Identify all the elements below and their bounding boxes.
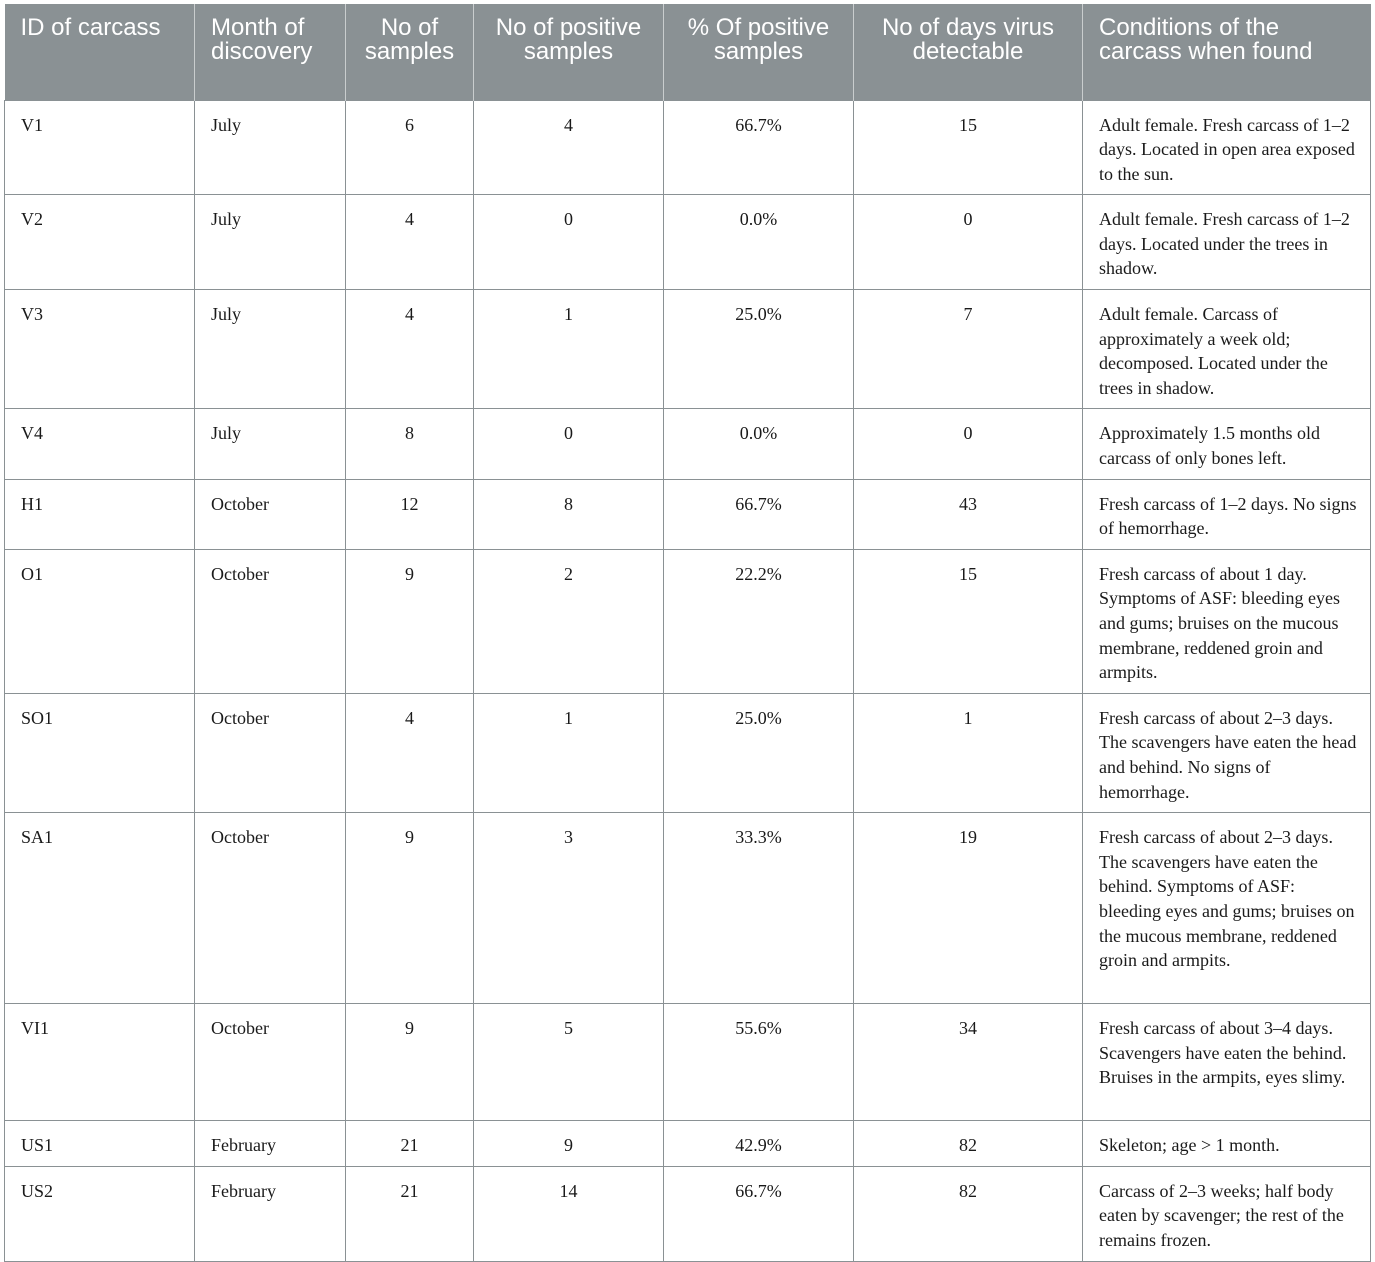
cell-positive: 0	[474, 195, 664, 290]
cell-positive: 1	[474, 693, 664, 812]
cell-conditions: Fresh carcass of about 2–3 days. The scavengers have eaten the behind. Symptoms of ASF: bleeding eyes and gums; bruises on the mucous membrane, reddened groin and armpits.	[1083, 813, 1371, 1004]
cell-percent: 66.7%	[664, 479, 854, 549]
cell-id: US2	[5, 1166, 195, 1261]
cell-id: V1	[5, 100, 195, 195]
cell-month: February	[195, 1166, 346, 1261]
cell-samples: 4	[346, 693, 474, 812]
cell-month: February	[195, 1121, 346, 1167]
cell-id: H1	[5, 479, 195, 549]
table-row	[5, 693, 1371, 812]
cell-id: SA1	[5, 813, 195, 1004]
cell-conditions: Adult female. Fresh carcass of 1–2 days. Located in open area exposed to the sun.	[1083, 100, 1371, 195]
cell-positive: 4	[474, 100, 664, 195]
header-month: Month of discovery	[195, 4, 346, 100]
cell-month: July	[195, 100, 346, 195]
table-row	[5, 195, 1371, 290]
cell-samples: 21	[346, 1166, 474, 1261]
cell-conditions: Adult female. Fresh carcass of 1–2 days. Located under the trees in shadow.	[1083, 195, 1371, 290]
table-row	[5, 813, 1371, 1004]
cell-id: V3	[5, 290, 195, 409]
cell-month: October	[195, 813, 346, 1004]
cell-conditions: Carcass of 2–3 weeks; half body eaten by scavenger; the rest of the remains frozen.	[1083, 1166, 1371, 1261]
cell-id: V2	[5, 195, 195, 290]
cell-id: O1	[5, 549, 195, 693]
header-positive: No of positive samples	[474, 4, 664, 100]
cell-samples: 4	[346, 290, 474, 409]
cell-conditions: Skeleton; age > 1 month.	[1083, 1121, 1371, 1167]
table-body	[5, 100, 1371, 1261]
table-row	[5, 409, 1371, 479]
cell-positive: 14	[474, 1166, 664, 1261]
cell-samples: 12	[346, 479, 474, 549]
cell-conditions: Fresh carcass of about 3–4 days. Scavengers have eaten the behind. Bruises in the armpits, eyes slimy.	[1083, 1004, 1371, 1121]
table-row	[5, 479, 1371, 549]
cell-id: US1	[5, 1121, 195, 1167]
cell-percent: 25.0%	[664, 290, 854, 409]
cell-days: 43	[854, 479, 1083, 549]
cell-samples: 21	[346, 1121, 474, 1167]
cell-days: 7	[854, 290, 1083, 409]
cell-samples: 9	[346, 549, 474, 693]
cell-id: SO1	[5, 693, 195, 812]
cell-id: VI1	[5, 1004, 195, 1121]
cell-percent: 55.6%	[664, 1004, 854, 1121]
table-row	[5, 1004, 1371, 1121]
cell-days: 0	[854, 195, 1083, 290]
table-row	[5, 1121, 1371, 1167]
cell-conditions: Fresh carcass of 1–2 days. No signs of hemorrhage.	[1083, 479, 1371, 549]
cell-month: October	[195, 1004, 346, 1121]
table-row	[5, 549, 1371, 693]
cell-month: July	[195, 290, 346, 409]
cell-conditions: Approximately 1.5 months old carcass of only bones left.	[1083, 409, 1371, 479]
cell-samples: 9	[346, 813, 474, 1004]
carcass-table	[4, 4, 1371, 1262]
header-percent: % Of positive samples	[664, 4, 854, 100]
cell-percent: 66.7%	[664, 100, 854, 195]
cell-positive: 2	[474, 549, 664, 693]
cell-month: July	[195, 409, 346, 479]
cell-positive: 1	[474, 290, 664, 409]
header-conditions: Conditions of the carcass when found	[1083, 4, 1371, 100]
cell-percent: 33.3%	[664, 813, 854, 1004]
header-days: No of days virus detectable	[854, 4, 1083, 100]
header-id: ID of carcass	[5, 4, 195, 100]
cell-percent: 25.0%	[664, 693, 854, 812]
cell-month: July	[195, 195, 346, 290]
cell-days: 15	[854, 549, 1083, 693]
table-row	[5, 1166, 1371, 1261]
cell-samples: 8	[346, 409, 474, 479]
cell-positive: 9	[474, 1121, 664, 1167]
cell-positive: 3	[474, 813, 664, 1004]
cell-positive: 5	[474, 1004, 664, 1121]
cell-percent: 0.0%	[664, 409, 854, 479]
cell-percent: 22.2%	[664, 549, 854, 693]
cell-days: 19	[854, 813, 1083, 1004]
cell-id: V4	[5, 409, 195, 479]
cell-days: 82	[854, 1166, 1083, 1261]
cell-samples: 4	[346, 195, 474, 290]
cell-positive: 0	[474, 409, 664, 479]
cell-days: 82	[854, 1121, 1083, 1167]
cell-days: 1	[854, 693, 1083, 812]
header-samples: No of samples	[346, 4, 474, 100]
cell-samples: 9	[346, 1004, 474, 1121]
header-row	[5, 4, 1371, 100]
cell-percent: 42.9%	[664, 1121, 854, 1167]
cell-days: 0	[854, 409, 1083, 479]
table-row	[5, 290, 1371, 409]
cell-month: October	[195, 549, 346, 693]
cell-month: October	[195, 479, 346, 549]
cell-percent: 0.0%	[664, 195, 854, 290]
cell-days: 15	[854, 100, 1083, 195]
table-row	[5, 100, 1371, 195]
cell-month: October	[195, 693, 346, 812]
table-header	[5, 4, 1371, 100]
cell-percent: 66.7%	[664, 1166, 854, 1261]
cell-conditions: Fresh carcass of about 1 day. Symptoms of ASF: bleeding eyes and gums; bruises on the mucous membrane, reddened groin and armpits.	[1083, 549, 1371, 693]
cell-conditions: Fresh carcass of about 2–3 days. The scavengers have eaten the head and behind. No signs of hemorrhage.	[1083, 693, 1371, 812]
cell-conditions: Adult female. Carcass of approximately a week old; decomposed. Located under the trees in shadow.	[1083, 290, 1371, 409]
cell-positive: 8	[474, 479, 664, 549]
cell-samples: 6	[346, 100, 474, 195]
cell-days: 34	[854, 1004, 1083, 1121]
